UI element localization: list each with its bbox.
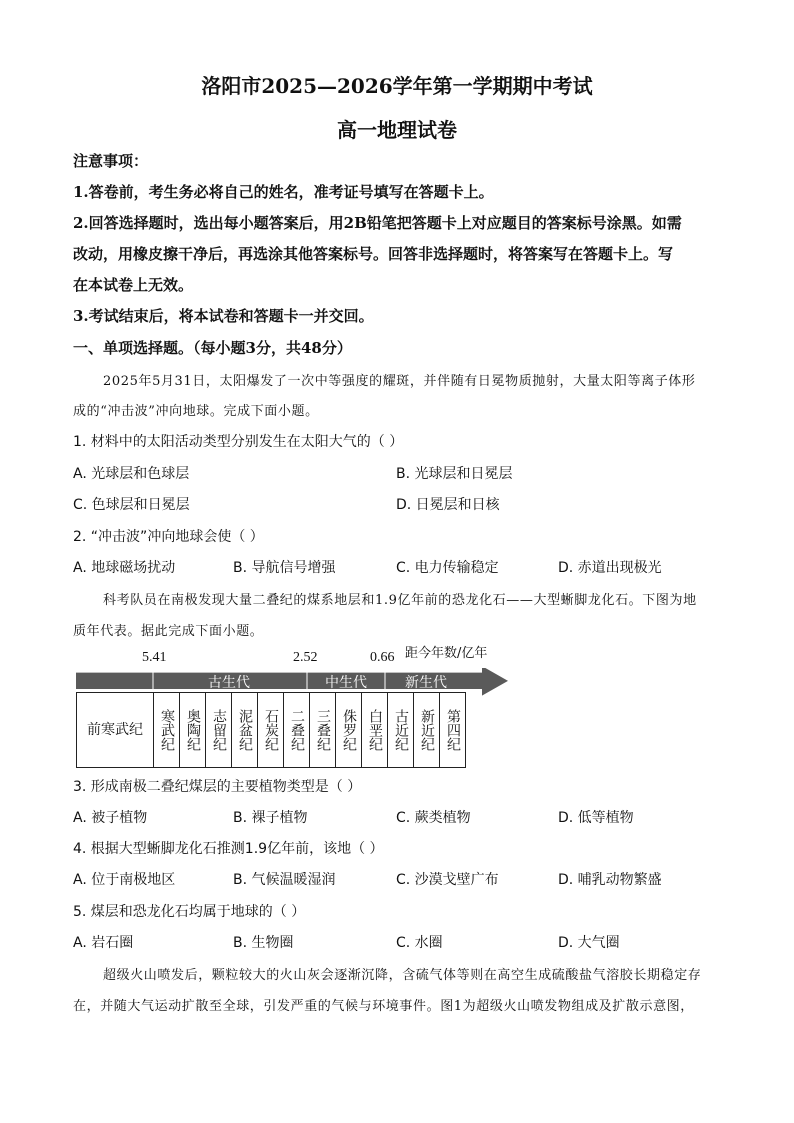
section-heading: 一、单项选择题。（每小题3分，共48分）: [73, 339, 352, 357]
period-table: [76, 692, 466, 768]
question-1-option-d: D. 日冕层和日核: [396, 497, 500, 513]
period-quaternary: 第四纪: [445, 709, 461, 751]
period-cambrian: 寒武纪: [154, 693, 180, 767]
age-label-541: 5.41: [142, 650, 167, 665]
question-4-option-d: D. 哺乳动物繁盛: [558, 872, 662, 888]
question-5-option-c: C. 水圈: [396, 935, 443, 951]
passage-3-line-1: 超级火山喷发后，颗粒较大的火山灰会逐渐沉降，含硫气体等则在高空生成硫酸盐气溶胶长期稳定存: [103, 968, 702, 983]
question-5-option-a: A. 岩石圈: [73, 935, 134, 951]
question-3-stem: 3. 形成南极二叠纪煤层的主要植物类型是（ ）: [73, 779, 362, 795]
question-4-option-b: B. 气候温暖湿润: [233, 872, 336, 888]
period-permian: 二叠纪: [284, 693, 310, 767]
geologic-timeline: [74, 642, 514, 767]
question-3-option-b: B. 裸子植物: [233, 810, 308, 826]
period-triassic: 三叠纪: [310, 693, 336, 767]
period-precambrian: 前寒武纪: [77, 693, 154, 767]
passage-1-line-2: 成的“冲击波”冲向地球。完成下面小题。: [73, 404, 319, 419]
question-4-option-c: C. 沙漠戈壁广布: [396, 872, 499, 888]
question-5-stem: 5. 煤层和恐龙化石均属于地球的（ ）: [73, 904, 306, 920]
era-paleozoic: 古生代: [208, 675, 250, 691]
period-devonian: 泥盆纪: [232, 693, 258, 767]
period-ordovician: 奥陶纪: [180, 693, 206, 767]
notice-item-2-line-3: 在本试卷上无效。: [73, 276, 194, 294]
era-mesozoic: 中生代: [325, 675, 367, 691]
notice-item-3: 3.考试结束后，将本试卷和答题卡一并交回。: [73, 307, 374, 325]
question-3-option-c: C. 蕨类植物: [396, 810, 471, 826]
passage-2-line-1: 科考队员在南极发现大量二叠纪的煤系地层和1.9亿年前的恐龙化石——大型蜥脚龙化石。下图为地: [103, 593, 697, 608]
question-1-option-c: C. 色球层和日冕层: [73, 497, 190, 513]
notice-item-1: 1.答卷前，考生务必将自己的姓名，准考证号填写在答题卡上。: [73, 183, 494, 201]
question-5-option-b: B. 生物圈: [233, 935, 294, 951]
age-label-252: 2.52: [293, 650, 318, 665]
question-4-stem: 4. 根据大型蜥脚龙化石推测1.9亿年前，该地（ ）: [73, 841, 384, 857]
question-1-stem: 1. 材料中的太阳活动类型分别发生在太阳大气的（ ）: [73, 434, 404, 450]
question-3-option-a: A. 被子植物: [73, 810, 148, 826]
exam-subtitle: 高一地理试卷: [337, 118, 457, 142]
question-2-option-c: C. 电力传输稳定: [396, 560, 499, 576]
period-neogene: 新近纪: [414, 693, 440, 767]
period-paleogene: 古近纪: [388, 693, 414, 767]
age-label-066: 0.66: [370, 650, 395, 665]
question-2-option-d: D. 赤道出现极光: [558, 560, 662, 576]
question-1-option-a: A. 光球层和色球层: [73, 466, 190, 482]
notice-item-2-line-2: 改动，用橡皮擦干净后，再选涂其他答案标号。回答非选择题时，将答案写在答题卡上。写: [73, 245, 674, 263]
question-5-option-d: D. 大气圈: [558, 935, 620, 951]
question-2-option-a: A. 地球磁场扰动: [73, 560, 176, 576]
era-cenozoic: 新生代: [405, 675, 447, 691]
period-cretaceous: 白垩纪: [362, 693, 388, 767]
period-jurassic: 侏罗纪: [336, 693, 362, 767]
notice-heading: 注意事项：: [73, 152, 149, 170]
period-carboniferous: 石炭纪: [258, 693, 284, 767]
question-4-option-a: A. 位于南极地区: [73, 872, 176, 888]
passage-3-line-2: 在，并随大气运动扩散至全球，引发严重的气候与环境事件。图1为超级火山喷发物组成及扩散示意图，: [73, 999, 694, 1014]
question-1-option-b: B. 光球层和日冕层: [396, 466, 513, 482]
period-silurian: 志留纪: [206, 693, 232, 767]
question-2-stem: 2. “冲击波”冲向地球会使（ ）: [73, 529, 264, 545]
question-2-option-b: B. 导航信号增强: [233, 560, 336, 576]
question-3-option-d: D. 低等植物: [558, 810, 634, 826]
axis-label: 距今年数/亿年: [405, 646, 488, 661]
exam-title: 洛阳市2025—2026学年第一学期期中考试: [201, 74, 593, 98]
notice-item-2-line-1: 2.回答选择题时，选出每小题答案后，用2B铅笔把答题卡上对应题目的答案标号涂黑。如需: [73, 214, 682, 232]
passage-2-line-2: 质年代表。据此完成下面小题。: [73, 624, 264, 639]
passage-1-line-1: 2025年5月31日，太阳爆发了一次中等强度的耀斑，并伴随有日冕物质抛射，大量太阳等离子体形: [103, 374, 696, 389]
